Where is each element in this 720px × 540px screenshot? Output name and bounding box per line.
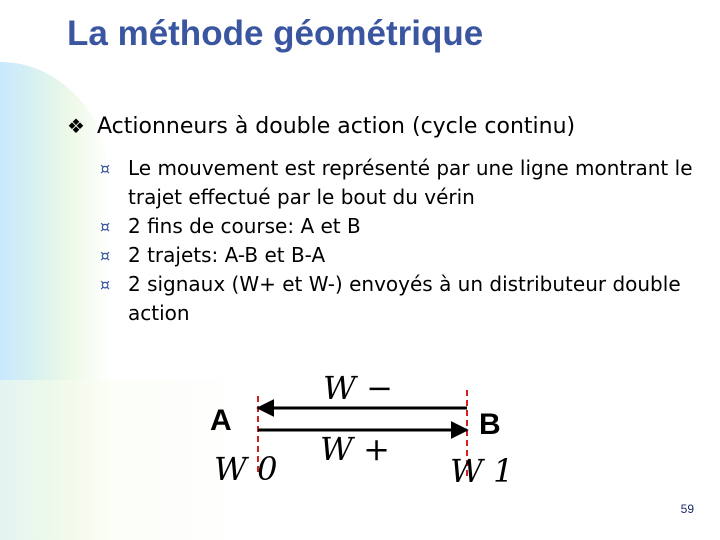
currency-sign-bullet-icon: ¤ — [100, 159, 111, 178]
currency-sign-bullet-icon: ¤ — [100, 246, 111, 265]
sub-bullet-text: Le mouvement est représenté par une ligne montrant le trajet effectué par le bout du vérin — [128, 156, 693, 209]
label-w0: W 0 — [214, 450, 278, 488]
sub-bullet-item — [100, 212, 700, 241]
label-w-plus: W + — [320, 430, 390, 468]
main-bullet — [67, 114, 575, 139]
sub-bullet-text: 2 fins de course: A et B — [128, 214, 361, 238]
sub-bullet-item — [100, 154, 700, 212]
diamond-bullet-icon: ❖ — [67, 114, 85, 138]
sub-bullet-item — [100, 241, 700, 270]
main-bullet-text: Actionneurs à double action (cycle continu) — [97, 114, 576, 139]
label-b: B — [479, 408, 501, 441]
sub-bullet-list — [100, 154, 700, 328]
actuator-diagram — [200, 368, 520, 493]
sub-bullet-text: 2 trajets: A-B et B-A — [128, 243, 326, 267]
page-number: 59 — [680, 502, 694, 516]
label-a: A — [210, 404, 232, 437]
label-w1: W 1 — [450, 452, 514, 490]
sub-bullet-text: 2 signaux (W+ et W-) envoyés à un distributeur double action — [128, 272, 681, 325]
label-w-minus: W − — [323, 369, 393, 407]
currency-sign-bullet-icon: ¤ — [100, 275, 111, 294]
slide-title: La méthode géométrique — [67, 14, 484, 53]
sub-bullet-item — [100, 270, 700, 328]
currency-sign-bullet-icon: ¤ — [100, 217, 111, 236]
